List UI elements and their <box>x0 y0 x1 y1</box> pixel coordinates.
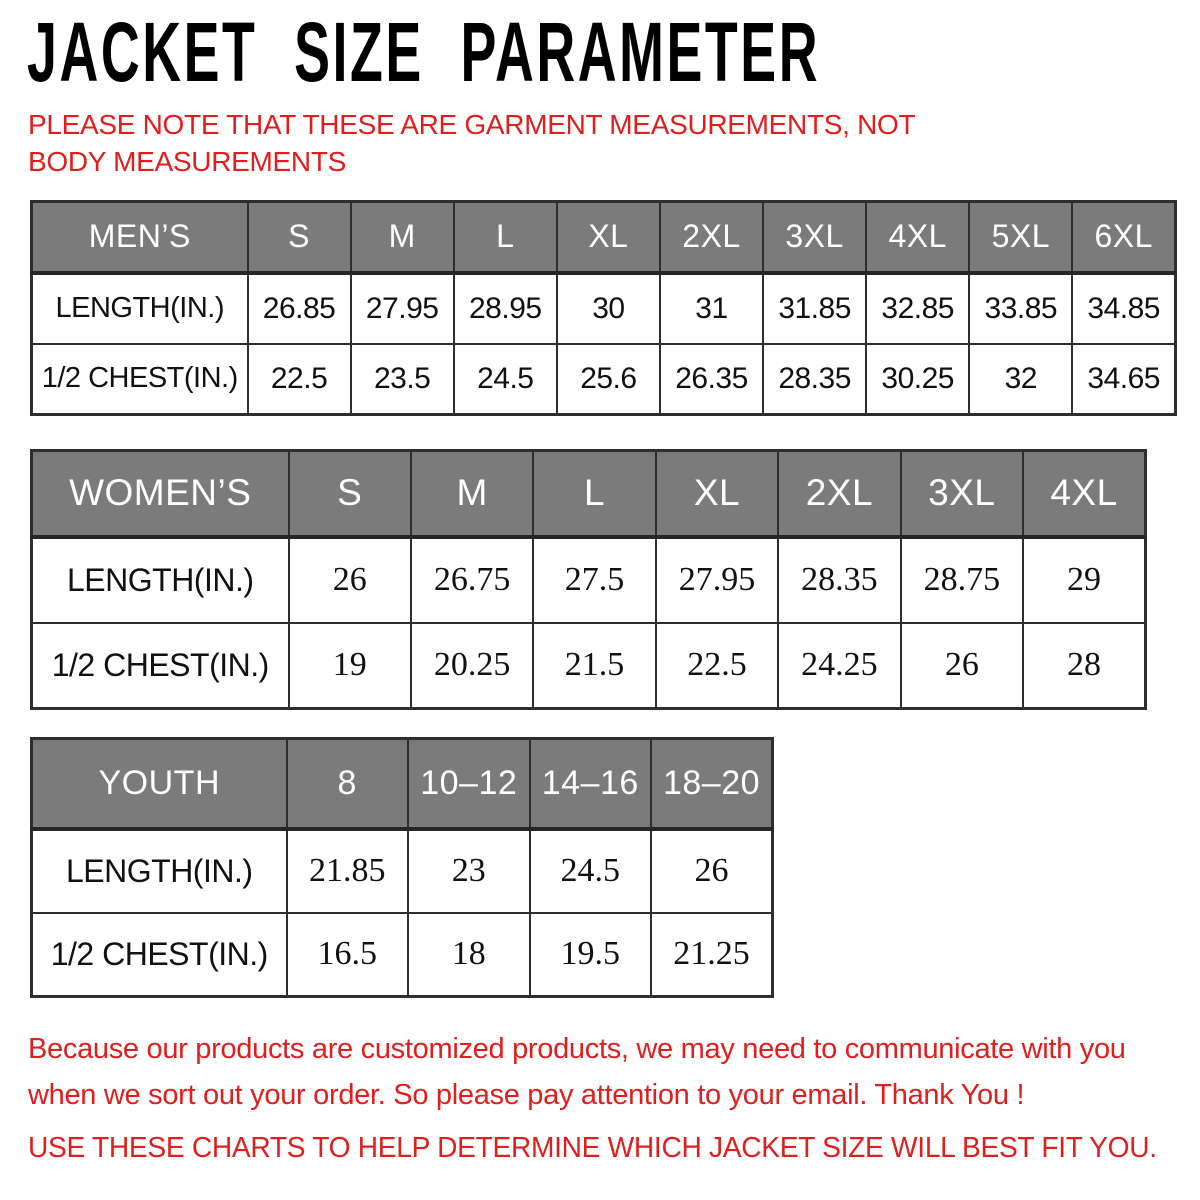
mens-header-row <box>32 202 1176 273</box>
value-cell: 28 <box>1023 623 1145 709</box>
size-header-cell: 6XL <box>1072 202 1175 273</box>
size-header-cell: S <box>248 202 351 273</box>
value-cell: 18 <box>408 913 530 997</box>
value-cell: 19 <box>289 623 411 709</box>
value-cell: 26.35 <box>660 344 763 415</box>
customization-notice <box>28 1026 1188 1118</box>
value-cell: 27.5 <box>533 537 655 623</box>
value-cell: 24.5 <box>454 344 557 415</box>
value-cell: 34.65 <box>1072 344 1175 415</box>
youth-header-row <box>32 739 773 829</box>
chart-usage-advice: USE THESE CHARTS TO HELP DETERMINE WHICH JACKET SIZE WILL BEST FIT YOU. <box>28 1132 1157 1164</box>
youth-data-row <box>32 913 773 997</box>
value-cell: 30 <box>557 273 660 344</box>
size-header-cell: 3XL <box>901 451 1023 537</box>
value-cell: 21.25 <box>651 913 773 997</box>
row-label-cell: LENGTH(IN.) <box>32 829 287 913</box>
value-cell: 20.25 <box>411 623 533 709</box>
size-header-cell: S <box>289 451 411 537</box>
value-cell: 31 <box>660 273 763 344</box>
size-header-cell: M <box>351 202 454 273</box>
size-header-cell: 5XL <box>969 202 1072 273</box>
value-cell: 19.5 <box>530 913 652 997</box>
size-header-cell: 14–16 <box>530 739 652 829</box>
womens-table-title-cell: WOMEN’S <box>32 451 289 537</box>
size-header-cell: 3XL <box>763 202 866 273</box>
size-header-cell: L <box>454 202 557 273</box>
value-cell: 28.95 <box>454 273 557 344</box>
value-cell: 31.85 <box>763 273 866 344</box>
page-title: JACKET SIZE PARAMETER <box>27 5 821 99</box>
customization-notice-line2: when we sort out your order. So please pay attention to your email. Thank You ! <box>28 1079 1025 1111</box>
value-cell: 29 <box>1023 537 1145 623</box>
mens-data-row <box>32 273 1176 344</box>
youth-size-table <box>30 737 774 998</box>
value-cell: 32 <box>969 344 1072 415</box>
row-label-cell: 1/2 CHEST(IN.) <box>32 913 287 997</box>
value-cell: 34.85 <box>1072 273 1175 344</box>
youth-table-title-cell: YOUTH <box>32 739 287 829</box>
value-cell: 26.85 <box>248 273 351 344</box>
row-label-cell: 1/2 CHEST(IN.) <box>32 344 248 415</box>
size-header-cell: M <box>411 451 533 537</box>
size-header-cell: L <box>533 451 655 537</box>
value-cell: 23 <box>408 829 530 913</box>
value-cell: 28.35 <box>778 537 900 623</box>
mens-table-title-cell: MEN’S <box>32 202 248 273</box>
womens-data-row <box>32 623 1146 709</box>
value-cell: 26 <box>651 829 773 913</box>
size-header-cell: 10–12 <box>408 739 530 829</box>
row-label-cell: LENGTH(IN.) <box>32 273 248 344</box>
youth-data-row <box>32 829 773 913</box>
size-header-cell: 4XL <box>1023 451 1145 537</box>
mens-size-table <box>30 200 1177 416</box>
value-cell: 21.5 <box>533 623 655 709</box>
size-header-cell: XL <box>656 451 778 537</box>
value-cell: 21.85 <box>287 829 409 913</box>
size-header-cell: 18–20 <box>651 739 773 829</box>
value-cell: 27.95 <box>351 273 454 344</box>
value-cell: 22.5 <box>656 623 778 709</box>
value-cell: 22.5 <box>248 344 351 415</box>
value-cell: 23.5 <box>351 344 454 415</box>
value-cell: 27.95 <box>656 537 778 623</box>
womens-size-table <box>30 449 1147 710</box>
value-cell: 30.25 <box>866 344 969 415</box>
size-header-cell: 8 <box>287 739 409 829</box>
value-cell: 28.75 <box>901 537 1023 623</box>
mens-data-row <box>32 344 1176 415</box>
value-cell: 26 <box>289 537 411 623</box>
value-cell: 26.75 <box>411 537 533 623</box>
size-header-cell: 2XL <box>660 202 763 273</box>
value-cell: 16.5 <box>287 913 409 997</box>
row-label-cell: 1/2 CHEST(IN.) <box>32 623 289 709</box>
row-label-cell: LENGTH(IN.) <box>32 537 289 623</box>
womens-data-row <box>32 537 1146 623</box>
value-cell: 28.35 <box>763 344 866 415</box>
size-header-cell: 4XL <box>866 202 969 273</box>
value-cell: 24.25 <box>778 623 900 709</box>
womens-header-row <box>32 451 1146 537</box>
value-cell: 24.5 <box>530 829 652 913</box>
value-cell: 26 <box>901 623 1023 709</box>
garment-measurement-note: PLEASE NOTE THAT THESE ARE GARMENT MEASUREMENTS, NOT BODY MEASUREMENTS <box>28 109 915 177</box>
customization-notice-line1: Because our products are customized products, we may need to communicate with you <box>28 1033 1126 1065</box>
size-header-cell: 2XL <box>778 451 900 537</box>
value-cell: 25.6 <box>557 344 660 415</box>
size-header-cell: XL <box>557 202 660 273</box>
value-cell: 33.85 <box>969 273 1072 344</box>
value-cell: 32.85 <box>866 273 969 344</box>
